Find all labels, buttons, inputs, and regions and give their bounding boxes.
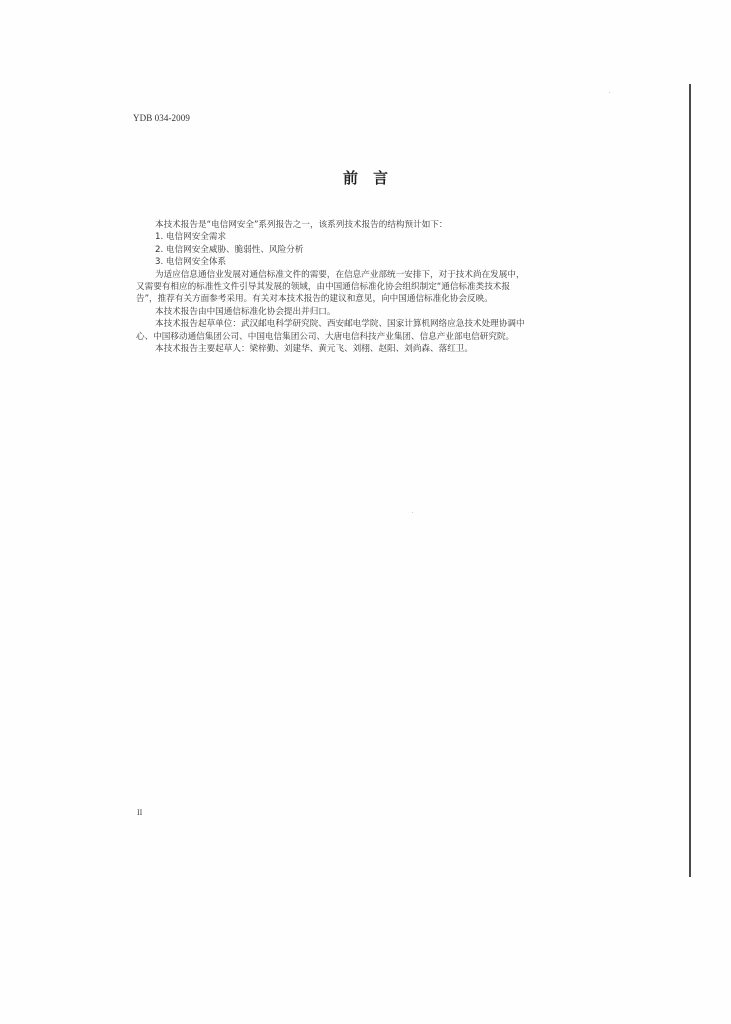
list-item-3: 3. 电信网安全体系 [155,257,227,268]
page-title-text: 前 言 [342,169,388,187]
paragraph-drafting-units-line-1: 本技术报告起草单位：武汉邮电科学研究院、西安邮电学院、国家计算机网络应急技术处理协调中 [155,319,525,330]
page-title [0,167,731,188]
page-number: II [137,808,143,817]
paragraph-intro: 本技术报告是“电信网安全”系列报告之一，该系列技术报告的结构预计如下： [155,220,448,230]
scan-speck [412,512,413,513]
binding-edge-line [689,84,691,877]
paragraph-drafters: 本技术报告主要起草人：梁梓勤、刘建华、黄元飞、刘栩、赵阳、刘尚森、落红卫。 [155,344,473,355]
preface-body [138,219,613,355]
paragraph-purpose-line-1: 为适应信息通信业发展对通信标准文件的需要，在信息产业部统一安排下，对于技术尚在发展中， [155,269,525,280]
list-item-2: 2. 电信网安全威胁、脆弱性、风险分析 [155,244,304,255]
paragraph-purpose-line-2: 又需要有相应的标准性文件引导其发展的领域，由中国通信标准化协会组织制定“通信标准类技术报 [136,282,510,293]
paragraph-drafting-units-line-2: 心、中国移动通信集团公司、中国电信集团公司、大唐电信科技产业集团、信息产业部电信研究院。 [136,331,515,342]
paragraph-purpose-line-3: 告”，推荐有关方面参考采用。有关对本技术报告的建议和意见，向中国通信标准化协会反映。 [136,294,493,305]
scan-speck [609,92,610,93]
document-code: YDB 034-2009 [133,113,190,123]
list-item-1: 1. 电信网安全需求 [155,232,227,243]
paragraph-proposer: 本技术报告由中国通信标准化协会提出并归口。 [155,306,336,317]
